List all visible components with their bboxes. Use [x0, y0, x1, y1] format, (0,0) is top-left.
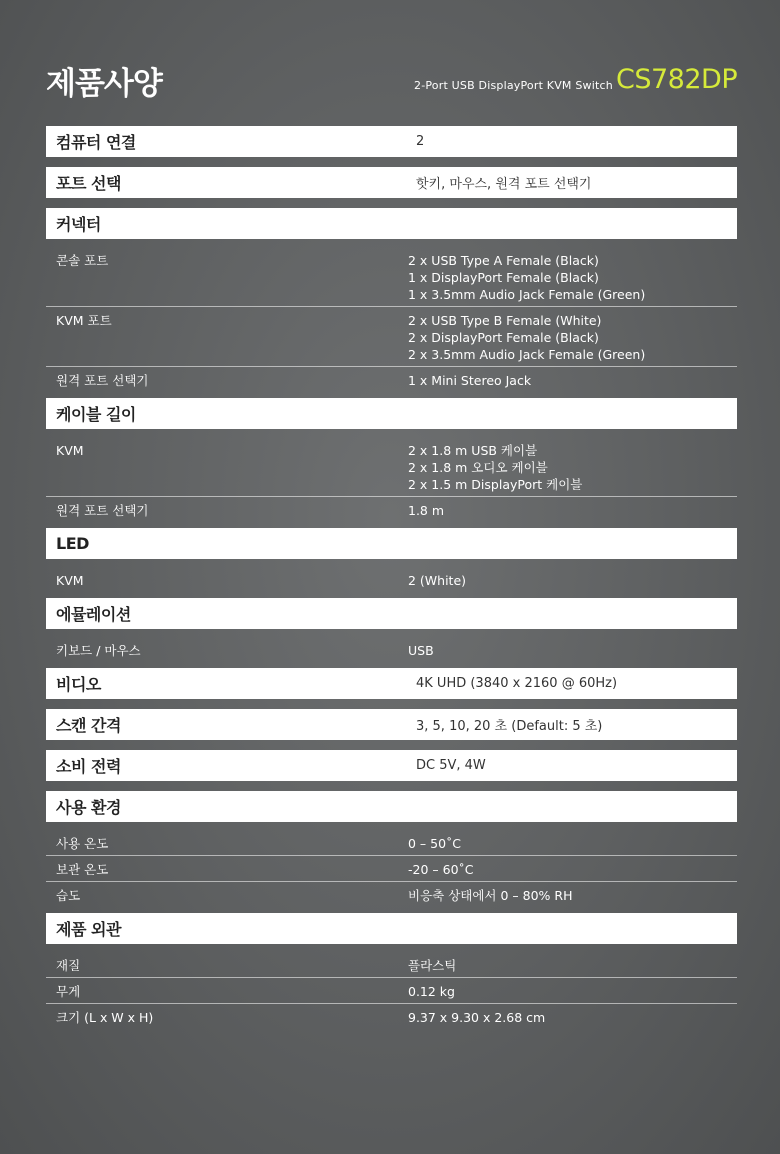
section-header — [46, 126, 737, 157]
spec-values — [408, 887, 572, 904]
spec-value: -20 – 60˚C — [408, 862, 474, 877]
spec-label: 습도 — [56, 888, 81, 903]
spec-row — [46, 567, 737, 592]
spec-value: 2 x 1.8 m USB 케이블 — [408, 443, 538, 458]
section-header — [46, 398, 737, 429]
spec-row — [46, 437, 737, 497]
spec-label: 원격 포트 선택기 — [56, 503, 149, 518]
spec-group — [46, 567, 737, 592]
spec-row — [46, 247, 737, 307]
spec-values — [408, 372, 531, 389]
spec-row — [46, 1004, 737, 1029]
spec-value: 1.8 m — [408, 503, 445, 518]
spec-values — [408, 1009, 545, 1026]
page-header — [0, 0, 780, 120]
section-header — [46, 709, 737, 740]
section-header — [46, 167, 737, 198]
spec-group — [46, 830, 737, 907]
spec-row — [46, 882, 737, 907]
spec-values — [408, 442, 582, 493]
spec-values — [408, 642, 434, 659]
spec-value: 2 x 1.5 m DisplayPort 케이블 — [408, 477, 583, 492]
spec-values — [408, 957, 456, 974]
section-title: 케이블 길이 — [56, 405, 136, 424]
spec-values — [408, 835, 461, 852]
spec-label: 키보드 / 마우스 — [56, 643, 141, 658]
section-header — [46, 208, 737, 239]
section-title: 스캔 간격 — [56, 716, 121, 735]
section-title: 사용 환경 — [56, 798, 121, 817]
section-value: 4K UHD (3840 x 2160 @ 60Hz) — [416, 676, 618, 691]
section-value: 핫키, 마우스, 원격 포트 선택기 — [416, 177, 592, 192]
spec-label: 원격 포트 선택기 — [56, 373, 149, 388]
spec-value: 2 x USB Type B Female (White) — [408, 313, 602, 328]
spec-row — [46, 367, 737, 392]
spec-group — [46, 437, 737, 522]
product-description: 2-Port USB DisplayPort KVM Switch — [414, 79, 613, 92]
spec-values — [408, 252, 645, 303]
spec-value: 0 – 50˚C — [408, 836, 462, 851]
spec-row — [46, 952, 737, 978]
section-header — [46, 528, 737, 559]
section-header — [46, 668, 737, 699]
spec-group — [46, 952, 737, 1029]
section-title: 제품 외관 — [56, 920, 121, 939]
spec-label: 재질 — [56, 958, 81, 973]
spec-values — [408, 861, 474, 878]
page-title: 제품사양 — [46, 66, 162, 102]
spec-label: 콘솔 포트 — [56, 253, 109, 268]
model-number: CS782DP — [616, 64, 738, 95]
spec-row — [46, 637, 737, 662]
spec-values — [408, 502, 444, 519]
spec-row — [46, 307, 737, 367]
spec-label: 사용 온도 — [56, 836, 109, 851]
spec-value: 2 (White) — [408, 573, 467, 588]
spec-value: 2 x 3.5mm Audio Jack Female (Green) — [408, 347, 646, 362]
spec-values — [408, 312, 645, 363]
spec-value: 2 x USB Type A Female (Black) — [408, 253, 599, 268]
spec-label: 무게 — [56, 984, 81, 999]
section-header — [46, 598, 737, 629]
section-title: 컴퓨터 연결 — [56, 133, 136, 152]
spec-value: 플라스틱 — [408, 958, 457, 973]
section-value: 3, 5, 10, 20 초 (Default: 5 초) — [416, 719, 603, 734]
spec-value: 2 x DisplayPort Female (Black) — [408, 330, 599, 345]
spec-label: 크기 (L x W x H) — [56, 1010, 154, 1025]
section-value: DC 5V, 4W — [416, 758, 486, 773]
spec-value: 1 x Mini Stereo Jack — [408, 373, 532, 388]
section-title: 포트 선택 — [56, 174, 121, 193]
section-header — [46, 750, 737, 781]
section-title: 커넥터 — [56, 215, 101, 234]
spec-label: KVM 포트 — [56, 313, 112, 328]
spec-value: 9.37 x 9.30 x 2.68 cm — [408, 1010, 546, 1025]
spec-label: 보관 온도 — [56, 862, 109, 877]
spec-label: KVM — [56, 443, 84, 458]
spec-value: 1 x DisplayPort Female (Black) — [408, 270, 599, 285]
spec-value: 0.12 kg — [408, 984, 455, 999]
section-title: 소비 전력 — [56, 757, 121, 776]
section-title: 비디오 — [56, 675, 101, 694]
spec-row — [46, 497, 737, 522]
spec-row — [46, 856, 737, 882]
spec-values — [408, 572, 466, 589]
spec-table — [46, 126, 737, 1035]
spec-value: USB — [408, 643, 434, 658]
section-header — [46, 791, 737, 822]
spec-value: 1 x 3.5mm Audio Jack Female (Green) — [408, 287, 646, 302]
spec-value: 2 x 1.8 m 오디오 케이블 — [408, 460, 548, 475]
section-value: 2 — [416, 134, 425, 149]
spec-values — [408, 983, 455, 1000]
spec-group — [46, 247, 737, 392]
section-title: 에뮬레이션 — [56, 605, 131, 624]
section-title: LED — [56, 534, 89, 553]
spec-group — [46, 637, 737, 662]
spec-row — [46, 830, 737, 856]
spec-row — [46, 978, 737, 1004]
section-header — [46, 913, 737, 944]
spec-label: KVM — [56, 573, 84, 588]
spec-value: 비응축 상태에서 0 – 80% RH — [408, 888, 573, 903]
